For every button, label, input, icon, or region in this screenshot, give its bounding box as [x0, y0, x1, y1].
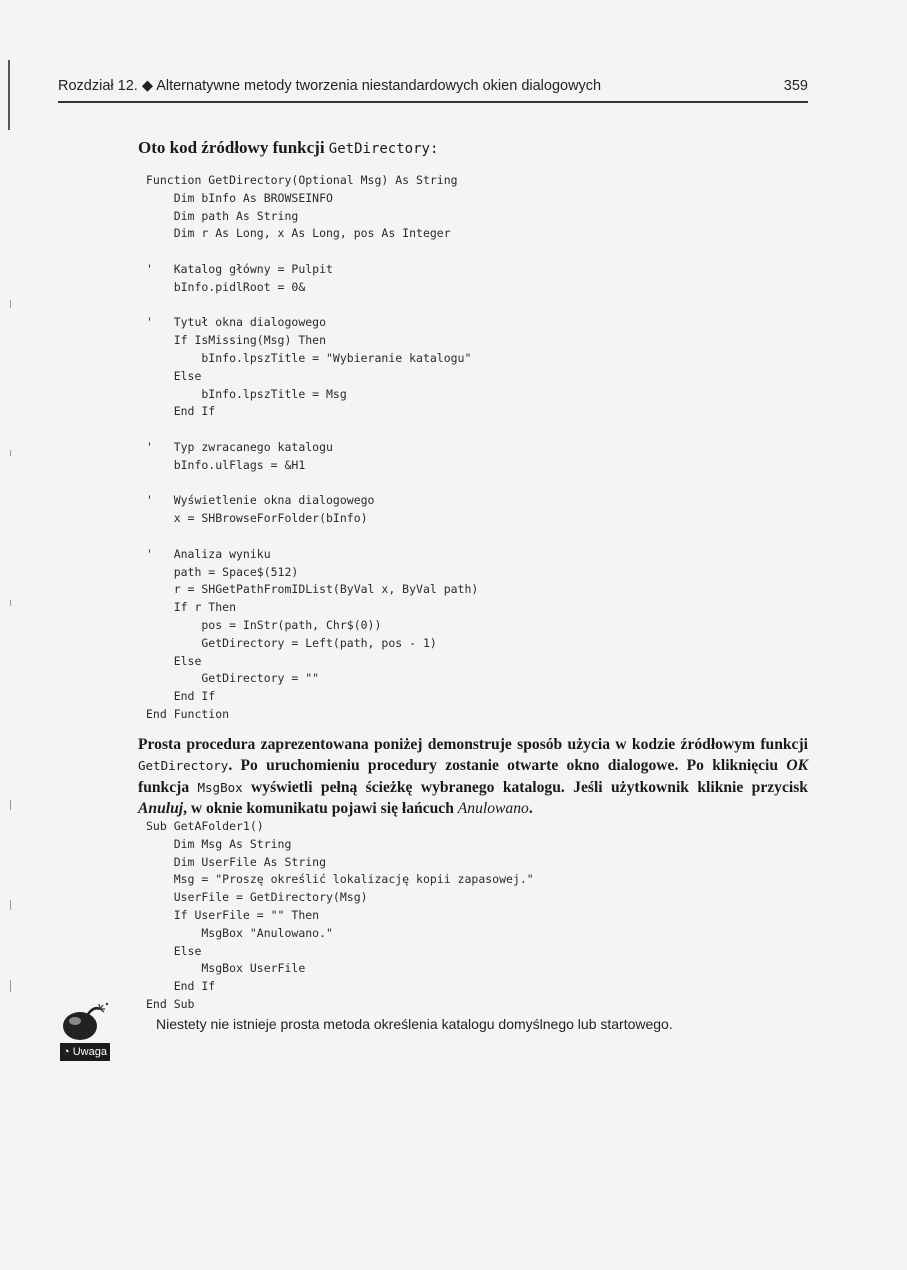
para-code-msgbox: MsgBox	[197, 779, 243, 795]
code-listing-getafolder1	[146, 818, 534, 1014]
code-line: r = SHGetPathFromIDList(ByVal x, ByVal path)	[146, 582, 479, 597]
code-line: pos = InStr(path, Chr$(0))	[146, 617, 382, 632]
code-line: Sub GetAFolder1()	[146, 819, 264, 833]
code-listing-getdirectory	[146, 172, 478, 724]
para-ok: OK	[786, 757, 808, 775]
bomb-icon	[60, 1000, 110, 1042]
code-line: End If	[146, 689, 216, 704]
para-text-5: , w oknie komunikatu pojawi się łańcuch	[183, 800, 458, 818]
para-code-getdirectory: GetDirectory	[138, 758, 229, 774]
code-line: bInfo.lpszTitle = Msg	[146, 386, 347, 401]
code-line: Function GetDirectory(Optional Msg) As String	[146, 173, 458, 187]
code-line: ' Wyświetlenie okna dialogowego	[146, 493, 375, 508]
header-rule	[58, 101, 808, 103]
code-line: MsgBox "Anulowano."	[146, 925, 333, 940]
code-line: path = Space$(512)	[146, 564, 299, 579]
para-anuluj: Anuluj	[138, 800, 184, 818]
code-line: x = SHBrowseForFolder(bInfo)	[146, 511, 368, 526]
para-text-2: . Po uruchomieniu procedury zostanie otwarte okno dialogowe. Po kliknięciu	[228, 757, 787, 775]
code-line: bInfo.ulFlags = &H1	[146, 457, 306, 472]
code-line: End If	[146, 404, 216, 419]
code-line: Dim Msg As String	[146, 836, 292, 851]
code-line: Else	[146, 653, 202, 668]
code-line: Dim r As Long, x As Long, pos As Integer	[146, 226, 451, 241]
running-header	[58, 78, 808, 94]
para-text-3: funkcja	[138, 778, 198, 796]
code-line: ' Typ zwracanego katalogu	[146, 439, 333, 454]
chapter-title: Rozdział 12. ◆ Alternatywne metody tworzenia niestandardowych okien dialogowych	[58, 78, 602, 94]
code-line: GetDirectory = ""	[146, 671, 320, 686]
code-line: End Function	[146, 706, 230, 721]
code-line: Dim path As String	[146, 208, 299, 223]
page-number: 359	[783, 78, 808, 94]
binding-edge-mark	[8, 60, 10, 130]
code-line: bInfo.lpszTitle = "Wybieranie katalogu"	[146, 350, 472, 365]
code-line: MsgBox UserFile	[146, 961, 306, 976]
code-line: ' Tytuł okna dialogowego	[146, 315, 327, 330]
code-line: Else	[146, 943, 202, 958]
code-line: UserFile = GetDirectory(Msg)	[146, 890, 368, 905]
intro-line	[138, 138, 438, 158]
para-text-6: .	[528, 800, 533, 818]
code-line: GetDirectory = Left(path, pos - 1)	[146, 635, 437, 650]
para-text-1: Prosta procedura zaprezentowana poniżej demonstruje sposób użycia w kodzie źródłowym funkcji	[138, 736, 808, 753]
intro-code: GetDirectory:	[328, 141, 439, 157]
code-line: If r Then	[146, 600, 237, 615]
code-line: Else	[146, 368, 202, 383]
code-line: End Sub	[146, 996, 195, 1011]
note-badge	[60, 1043, 110, 1061]
code-line: If UserFile = "" Then	[146, 907, 320, 922]
code-line: Dim UserFile As String	[146, 854, 327, 869]
code-line: ' Katalog główny = Pulpit	[146, 261, 333, 276]
body-paragraph	[138, 734, 808, 820]
code-line: If IsMissing(Msg) Then	[146, 333, 327, 348]
code-line: ' Analiza wyniku	[146, 546, 271, 561]
note-label: Uwaga	[72, 1046, 107, 1058]
code-line: Msg = "Proszę określić lokalizację kopii zapasowej."	[146, 872, 534, 887]
code-line: End If	[146, 979, 216, 994]
para-text-4: wyświetli pełną ścieżkę wybranego katalogu. Jeśli użytkownik kliknie przycisk	[242, 778, 808, 796]
note-clock-icon: ◔	[63, 1046, 70, 1058]
code-line: bInfo.pidlRoot = 0&	[146, 279, 306, 294]
note-text: Niestety nie istnieje prosta metoda określenia katalogu domyślnego lub startowego.	[156, 1016, 673, 1032]
para-anulowano: Anulowano	[457, 800, 529, 818]
code-line: Dim bInfo As BROWSEINFO	[146, 190, 333, 205]
intro-text: Oto kod źródłowy funkcji	[138, 138, 329, 157]
